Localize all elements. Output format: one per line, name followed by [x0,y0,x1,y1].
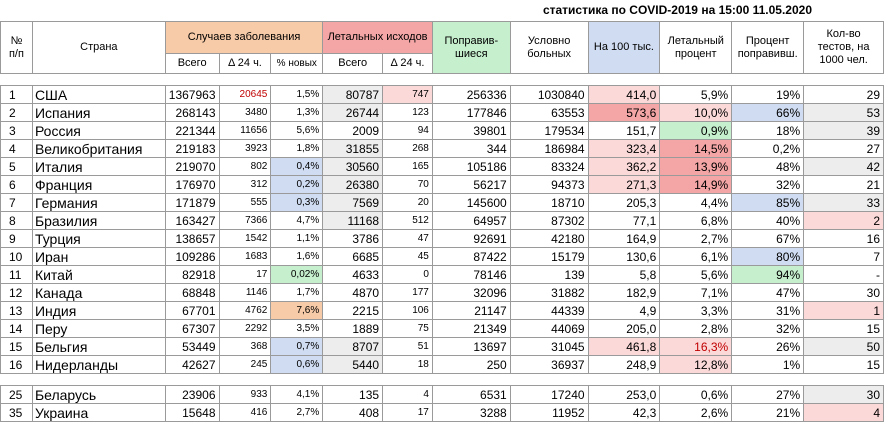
cell-pnew: 1,7% [271,284,323,302]
cell-cases: 42627 [165,356,219,374]
cell-tests: 4 [804,404,884,422]
cell-recp: 1% [732,356,804,374]
cell-n: 8 [1,212,33,230]
covid-stats-table [0,21,884,422]
cell-tests: 30 [804,284,884,302]
cell-per100: 323,4 [588,140,660,158]
cell-sick: 31045 [510,338,588,356]
cell-country: Иран [32,248,165,266]
cell-deaths: 6685 [323,248,383,266]
cell-cases: 219070 [165,158,219,176]
cell-n: 5 [1,158,33,176]
cell-country: Беларусь [32,386,165,404]
cell-recp: 19% [732,86,804,104]
header-deaths-total: Всего [323,54,383,74]
cell-deaths: 30560 [323,158,383,176]
cell-deaths: 135 [323,386,383,404]
cell-dd24: 20 [383,194,433,212]
cell-leth: 2,7% [660,230,732,248]
cell-per100: 42,3 [588,404,660,422]
cell-pnew: 4,7% [271,212,323,230]
cell-n: 9 [1,230,33,248]
header-cases: Случаев заболевания [165,22,322,54]
cell-pnew: 3,5% [271,320,323,338]
table-row [1,194,884,212]
cell-sick: 44069 [510,320,588,338]
header-recpct: Процент поправивш. [732,22,804,74]
cell-country: Украина [32,404,165,422]
spacer-cell [1,74,884,86]
header-recovered: Поправив-шиеся [432,22,510,74]
cell-dd24: 75 [383,320,433,338]
table-row [1,230,884,248]
cell-pnew: 1,8% [271,140,323,158]
cell-cases: 53449 [165,338,219,356]
cell-pnew: 0,02% [271,266,323,284]
cell-pnew: 7,6% [271,302,323,320]
cell-rec: 56217 [432,176,510,194]
cell-d24: 17 [219,266,271,284]
cell-sick: 186984 [510,140,588,158]
cell-per100: 151,7 [588,122,660,140]
cell-pnew: 4,1% [271,386,323,404]
cell-pnew: 1,1% [271,230,323,248]
header-country: Страна [32,22,165,74]
cell-pnew: 0,2% [271,176,323,194]
cell-recp: 85% [732,194,804,212]
cell-country: Бельгия [32,338,165,356]
cell-n: 25 [1,386,33,404]
cell-rec: 145600 [432,194,510,212]
cell-n: 3 [1,122,33,140]
report-title-bar [0,0,884,20]
cell-dd24: 94 [383,122,433,140]
cell-recp: 31% [732,302,804,320]
cell-leth: 5,6% [660,266,732,284]
cell-per100: 205,3 [588,194,660,212]
cell-leth: 7,1% [660,284,732,302]
cell-cases: 138657 [165,230,219,248]
header-per100k: На 100 тыс. [588,22,660,74]
cell-cases: 15648 [165,404,219,422]
header-cases-delta: Δ 24 ч. [219,54,271,74]
cell-rec: 250 [432,356,510,374]
cell-tests: 42 [804,158,884,176]
cell-per100: 5,8 [588,266,660,284]
cell-sick: 179534 [510,122,588,140]
cell-cases: 163427 [165,212,219,230]
cell-dd24: 18 [383,356,433,374]
table-row [1,338,884,356]
cell-deaths: 26744 [323,104,383,122]
cell-rec: 32096 [432,284,510,302]
cell-leth: 4,4% [660,194,732,212]
header-deaths: Летальных исходов [323,22,433,54]
cell-deaths: 408 [323,404,383,422]
cell-cases: 109286 [165,248,219,266]
cell-dd24: 70 [383,176,433,194]
cell-sick: 18710 [510,194,588,212]
cell-per100: 362,2 [588,158,660,176]
cell-per100: 573,6 [588,104,660,122]
cell-sick: 87302 [510,212,588,230]
cell-deaths: 26380 [323,176,383,194]
cell-recp: 47% [732,284,804,302]
cell-recp: 21% [732,404,804,422]
table-row [1,122,884,140]
cell-d24: 368 [219,338,271,356]
cell-country: Бразилия [32,212,165,230]
cell-tests: - [804,266,884,284]
cell-per100: 248,9 [588,356,660,374]
cell-d24: 20645 [219,86,271,104]
cell-recp: 40% [732,212,804,230]
cell-per100: 4,9 [588,302,660,320]
cell-d24: 555 [219,194,271,212]
cell-sick: 139 [510,266,588,284]
table-row [1,266,884,284]
cell-deaths: 4870 [323,284,383,302]
cell-rec: 105186 [432,158,510,176]
cell-dd24: 45 [383,248,433,266]
cell-n: 13 [1,302,33,320]
cell-sick: 15179 [510,248,588,266]
cell-dd24: 51 [383,338,433,356]
cell-n: 10 [1,248,33,266]
cell-leth: 14,9% [660,176,732,194]
table-row [1,248,884,266]
cell-n: 1 [1,86,33,104]
cell-dd24: 17 [383,404,433,422]
cell-cases: 67307 [165,320,219,338]
cell-leth: 2,8% [660,320,732,338]
cell-per100: 461,8 [588,338,660,356]
cell-tests: 53 [804,104,884,122]
table-row [1,404,884,422]
cell-tests: 50 [804,338,884,356]
header-num: № п/п [1,22,33,74]
header-lethal: Летальный процент [660,22,732,74]
cell-sick: 17240 [510,386,588,404]
cell-n: 4 [1,140,33,158]
cell-recp: 27% [732,386,804,404]
cell-tests: 30 [804,386,884,404]
cell-n: 11 [1,266,33,284]
cell-deaths: 2215 [323,302,383,320]
covid-stats-sheet [0,21,884,422]
cell-d24: 11656 [219,122,271,140]
cell-rec: 13697 [432,338,510,356]
cell-tests: 27 [804,140,884,158]
cell-n: 12 [1,284,33,302]
cell-n: 15 [1,338,33,356]
cell-sick: 11952 [510,404,588,422]
cell-per100: 414,0 [588,86,660,104]
cell-cases: 68848 [165,284,219,302]
cell-leth: 5,9% [660,86,732,104]
cell-dd24: 47 [383,230,433,248]
cell-sick: 83324 [510,158,588,176]
cell-tests: 2 [804,212,884,230]
cell-cases: 67701 [165,302,219,320]
cell-rec: 92691 [432,230,510,248]
cell-pnew: 0,7% [271,338,323,356]
cell-d24: 933 [219,386,271,404]
report-title: статистика по COVID-2019 на 15:00 11.05.2020 [542,3,812,17]
header-tests: Кол-во тестов, на 1000 чел. [804,22,884,74]
cell-recp: 80% [732,248,804,266]
cell-rec: 39801 [432,122,510,140]
cell-pnew: 0,4% [271,158,323,176]
cell-pnew: 0,6% [271,356,323,374]
cell-n: 2 [1,104,33,122]
cell-rec: 87422 [432,248,510,266]
cell-deaths: 2009 [323,122,383,140]
cell-deaths: 7569 [323,194,383,212]
cell-country: Испания [32,104,165,122]
cell-per100: 271,3 [588,176,660,194]
cell-d24: 1542 [219,230,271,248]
cell-cases: 219183 [165,140,219,158]
cell-rec: 64957 [432,212,510,230]
cell-cases: 23906 [165,386,219,404]
cell-dd24: 0 [383,266,433,284]
cell-rec: 21349 [432,320,510,338]
cell-d24: 312 [219,176,271,194]
cell-sick: 1030840 [510,86,588,104]
cell-rec: 344 [432,140,510,158]
cell-d24: 4762 [219,302,271,320]
cell-sick: 31882 [510,284,588,302]
cell-per100: 205,0 [588,320,660,338]
cell-cases: 82918 [165,266,219,284]
header-sick: Условно больных [510,22,588,74]
cell-leth: 13,9% [660,158,732,176]
cell-dd24: 165 [383,158,433,176]
cell-leth: 2,6% [660,404,732,422]
cell-dd24: 747 [383,86,433,104]
cell-tests: 15 [804,320,884,338]
table-row [1,158,884,176]
header-cases-pctnew: % новых [271,54,323,74]
cell-leth: 0,6% [660,386,732,404]
cell-deaths: 80787 [323,86,383,104]
cell-leth: 14,5% [660,140,732,158]
table-row [1,320,884,338]
cell-cases: 268143 [165,104,219,122]
table-row [1,176,884,194]
table-row [1,140,884,158]
cell-d24: 1683 [219,248,271,266]
cell-dd24: 123 [383,104,433,122]
cell-tests: 33 [804,194,884,212]
cell-rec: 21147 [432,302,510,320]
cell-deaths: 31855 [323,140,383,158]
cell-recp: 32% [732,176,804,194]
cell-dd24: 268 [383,140,433,158]
cell-recp: 94% [732,266,804,284]
cell-rec: 256336 [432,86,510,104]
cell-per100: 130,6 [588,248,660,266]
cell-deaths: 1889 [323,320,383,338]
cell-country: Канада [32,284,165,302]
cell-sick: 63553 [510,104,588,122]
cell-cases: 221344 [165,122,219,140]
cell-recp: 18% [732,122,804,140]
cell-tests: 39 [804,122,884,140]
cell-leth: 12,8% [660,356,732,374]
table-row [1,212,884,230]
cell-country: Индия [32,302,165,320]
cell-tests: 7 [804,248,884,266]
cell-leth: 6,1% [660,248,732,266]
cell-rec: 78146 [432,266,510,284]
cell-sick: 44339 [510,302,588,320]
cell-d24: 3480 [219,104,271,122]
cell-cases: 176970 [165,176,219,194]
section-gap [1,374,884,386]
header-row-1 [1,22,884,54]
cell-recp: 67% [732,230,804,248]
cell-recp: 66% [732,104,804,122]
cell-n: 6 [1,176,33,194]
cell-n: 16 [1,356,33,374]
cell-country: Нидерланды [32,356,165,374]
cell-d24: 7366 [219,212,271,230]
cell-recp: 0,2% [732,140,804,158]
cell-d24: 416 [219,404,271,422]
table-row [1,86,884,104]
cell-leth: 3,3% [660,302,732,320]
cell-per100: 164,9 [588,230,660,248]
cell-country: Франция [32,176,165,194]
cell-d24: 802 [219,158,271,176]
cell-d24: 2292 [219,320,271,338]
table-row [1,356,884,374]
table-row [1,284,884,302]
cell-leth: 0,9% [660,122,732,140]
cell-recp: 48% [732,158,804,176]
cell-n: 7 [1,194,33,212]
cell-dd24: 4 [383,386,433,404]
cell-country: США [32,86,165,104]
cell-country: Россия [32,122,165,140]
cell-dd24: 106 [383,302,433,320]
cell-country: Турция [32,230,165,248]
cell-deaths: 5440 [323,356,383,374]
cell-leth: 10,0% [660,104,732,122]
cell-pnew: 1,6% [271,248,323,266]
cell-pnew: 1,3% [271,104,323,122]
table-row [1,104,884,122]
table-row [1,302,884,320]
cell-deaths: 8707 [323,338,383,356]
table-row [1,386,884,404]
cell-deaths: 3786 [323,230,383,248]
cell-rec: 3288 [432,404,510,422]
cell-dd24: 177 [383,284,433,302]
cell-dd24: 512 [383,212,433,230]
cell-sick: 94373 [510,176,588,194]
cell-n: 35 [1,404,33,422]
header-deaths-delta: Δ 24 ч. [383,54,433,74]
spacer-cell [1,374,884,386]
cell-pnew: 1,5% [271,86,323,104]
header-cases-total: Всего [165,54,219,74]
cell-pnew: 0,3% [271,194,323,212]
cell-leth: 16,3% [660,338,732,356]
cell-sick: 42180 [510,230,588,248]
cell-per100: 253,0 [588,386,660,404]
cell-sick: 36937 [510,356,588,374]
cell-deaths: 4633 [323,266,383,284]
cell-n: 14 [1,320,33,338]
cell-tests: 16 [804,230,884,248]
cell-recp: 26% [732,338,804,356]
cell-per100: 182,9 [588,284,660,302]
cell-cases: 1367963 [165,86,219,104]
cell-pnew: 2,7% [271,404,323,422]
cell-cases: 171879 [165,194,219,212]
cell-recp: 32% [732,320,804,338]
cell-country: Германия [32,194,165,212]
cell-country: Италия [32,158,165,176]
cell-tests: 1 [804,302,884,320]
header-gap [1,74,884,86]
cell-tests: 15 [804,356,884,374]
cell-pnew: 5,6% [271,122,323,140]
cell-tests: 29 [804,86,884,104]
cell-tests: 21 [804,176,884,194]
cell-leth: 6,8% [660,212,732,230]
cell-country: Перу [32,320,165,338]
cell-country: Великобритания [32,140,165,158]
cell-d24: 3923 [219,140,271,158]
cell-deaths: 11168 [323,212,383,230]
cell-per100: 77,1 [588,212,660,230]
cell-d24: 245 [219,356,271,374]
cell-rec: 6531 [432,386,510,404]
cell-rec: 177846 [432,104,510,122]
cell-d24: 1146 [219,284,271,302]
cell-country: Китай [32,266,165,284]
